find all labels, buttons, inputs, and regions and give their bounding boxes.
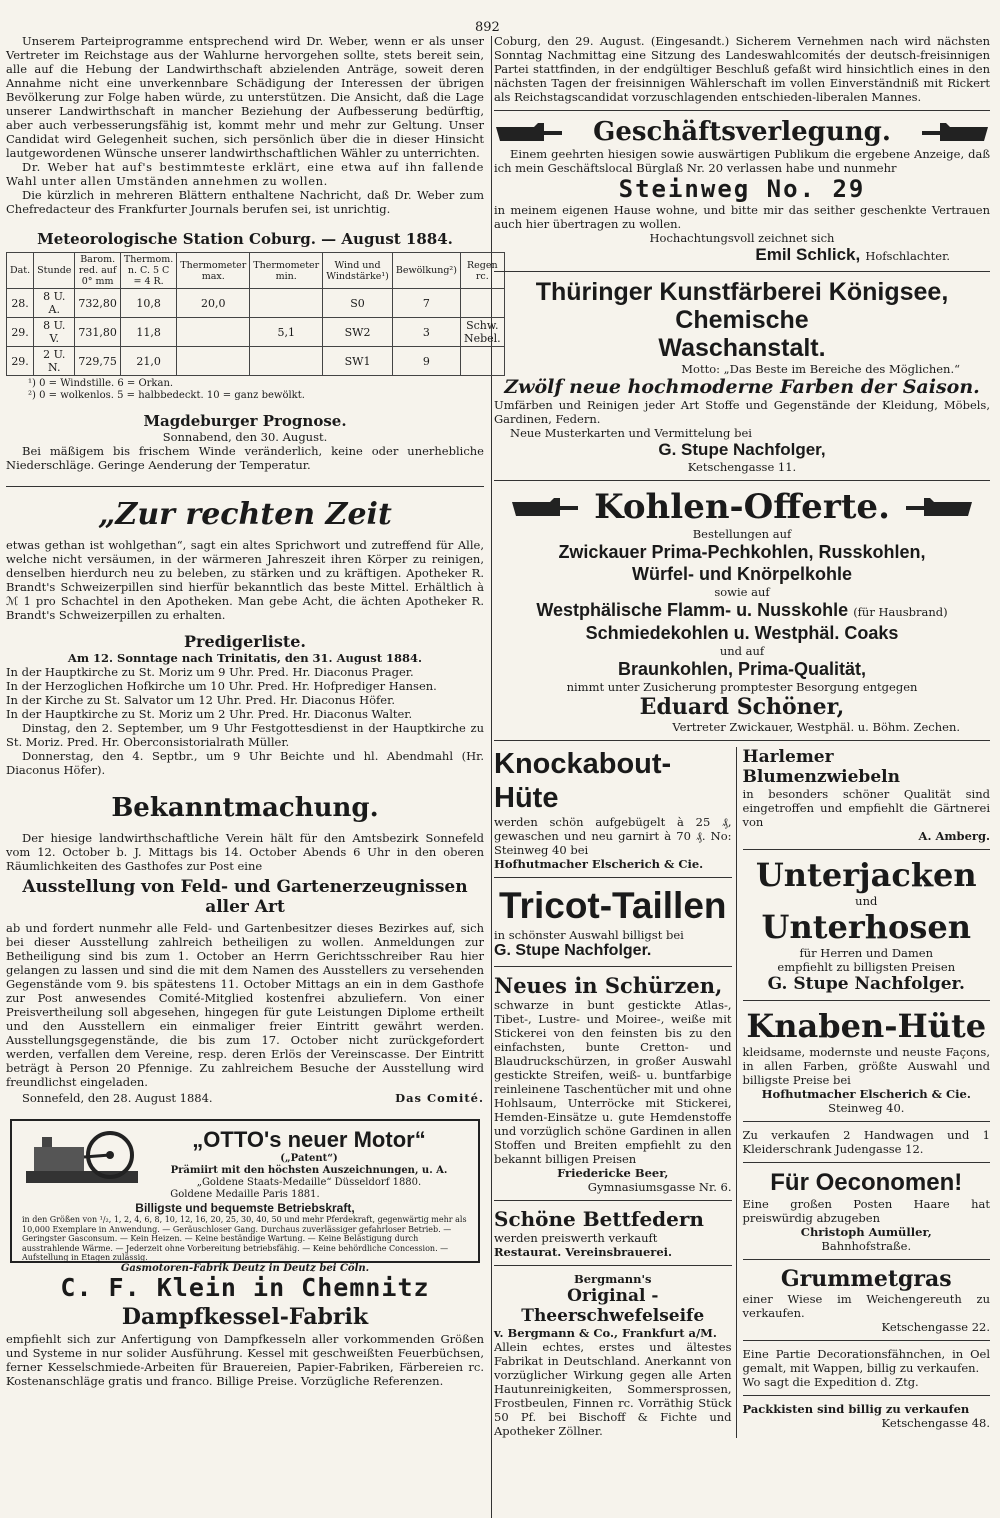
divider bbox=[6, 486, 484, 487]
meteo-cell: S0 bbox=[323, 289, 393, 318]
meteo-col-header: Barom. red. auf 0° mm bbox=[75, 253, 121, 289]
meteo-cell bbox=[177, 347, 250, 376]
ko-line-note: (für Hausbrand) bbox=[853, 605, 948, 619]
uj-title: Unterjacken bbox=[755, 856, 977, 894]
gv-header bbox=[494, 117, 990, 147]
ko-line: Würfel- und Knörpelkohle bbox=[632, 564, 852, 584]
meteo-cell: 28. bbox=[7, 289, 34, 318]
fo-title: Für Oeconomen! bbox=[770, 1169, 963, 1196]
gv-name: Emil Schlick, bbox=[755, 245, 861, 264]
list-item: In der Hauptkirche zu St. Moriz um 2 Uhr. Pred. Hr. Diaconus Walter. bbox=[6, 707, 413, 721]
ko-name: Eduard Schöner, bbox=[639, 694, 845, 720]
meteo-col-header: Stunde bbox=[34, 253, 75, 289]
ko-line: nimmt unter Zusicherung promptester Besorgung entgegen bbox=[566, 680, 918, 694]
hw-text: Zu verkaufen 2 Handwagen und 1 Kleiderschrank Judengasse 12. bbox=[742, 1128, 990, 1156]
meteo-cell: 5,1 bbox=[250, 318, 323, 347]
gv-text: in meinem eigenen Hause wohne, und bitte mir das seither geschenkte Vertrauen auch hier übertragen zu wollen. bbox=[494, 203, 990, 231]
fo-firm: Christoph Aumüller, bbox=[800, 1225, 932, 1239]
meteo-col-header: Dat. bbox=[7, 253, 34, 289]
otto-line: Billigste und bequemste Betriebskraft, bbox=[135, 1201, 355, 1215]
bek-title: Bekanntmachung. bbox=[111, 793, 379, 823]
meteo-cell: Schw. Nebel. bbox=[460, 318, 504, 347]
pointing-hand-icon bbox=[510, 496, 580, 518]
tk-firm: G. Stupe Nachfolger, bbox=[658, 440, 826, 459]
party-program-text: Unserem Parteiprogramme entsprechend wird Dr. Weber, wenn er als unser Vertreter im Reichstage aus der Wahlurne hervorgehen sollte, stets bereit sein, alle auf die Hebung der Landwirthschaft abzielenden Anträge, soweit deren Annahme nicht eine unverkennbare Schädigung der Interessen der übrigen Bevölkerung zur Folge haben würde, zu unterstützen. Die Ansicht, daß die Lage unserer Landwirthschaft in mancher Beziehung der Aufbesserung bedürftig, aber auch verbesserungsfähig ist, kommt mehr und mehr zur Geltung. Unser Candidat wird Gelegenheit suchen, sich persönlich über die in dieser Hinsicht lautgewordenen Wünsche unserer landwirthschaftlichen Wähler zu unterrichten. bbox=[6, 34, 484, 160]
kn-title: Knaben-Hüte bbox=[746, 1007, 987, 1045]
meteo-cell bbox=[250, 289, 323, 318]
gv-title: Geschäftsverlegung. bbox=[593, 117, 891, 147]
prognose-date: Sonnabend, den 30. August. bbox=[162, 430, 328, 444]
bg-firm: v. Bergmann & Co., Frankfurt a/M. bbox=[494, 1326, 717, 1340]
tt-firm: G. Stupe Nachfolger. bbox=[494, 942, 652, 959]
pointing-hand-icon bbox=[920, 121, 990, 143]
meteo-cell: 29. bbox=[7, 318, 34, 347]
ko-line bbox=[494, 599, 990, 622]
sb-firm: Restaurat. Vereinsbrauerei. bbox=[494, 1245, 673, 1259]
meteo-col-header: Thermom. n. C. 5 C = 4 R. bbox=[120, 253, 176, 289]
ns-firm: Friedericke Beer, bbox=[557, 1166, 669, 1180]
gv-signature bbox=[494, 245, 990, 265]
weber-statement: Dr. Weber hat auf's bestimmteste erklärt, eine etwa auf ihn fallende Wahl unter allen Umständen annehmen zu wollen. bbox=[6, 160, 484, 188]
bg-text: Allein echtes, erstes und ältestes Fabrikat in Deutschland. Anerkannt von vorzüglicher Wirkung gegen alle Arten Hautunreinigkeiten, Sommersprossen, Frostbeulen, Finnen rc. Vorräthig Stück 50 Pf. bei Bischoff & Fichte und Apotheker Zöllner. bbox=[494, 1340, 732, 1438]
tk-motto: Motto: „Das Beste im Bereiche des Möglichen.“ bbox=[681, 362, 960, 376]
meteo-col-header: Wind und Windstärke¹) bbox=[323, 253, 393, 289]
gm-address: Ketschengasse 22. bbox=[881, 1320, 990, 1334]
coburg-text: Coburg, den 29. August. (Eingesandt.) Sicherem Vernehmen nach wird nächsten Sonntag Nachmittag eine Sitzung des Landeswahlcomités der deutsch-freisinnigen Partei stattfinden, in der endgültiger Beschluß gefaßt wird hinsichtlich eines in den nächsten Tagen der freisinnigen Wählerschaft im vollen Einverständniß mit Rickert als Reichstagscandidat vorzuschlagenden entschieden-liberalen Mannes. bbox=[494, 34, 990, 104]
otto-text: in den Größen von ¹/₂, 1, 2, 4, 6, 8, 10, 12, 16, 20, 25, 30, 40, 50 und mehr Pferdekraft, gegenwärtig mehr als 10,000 Exemplare in Anwendung. — Geräuschloser Gang. Durchaus zuverlässiger gefahrloser Betrieb. — Geringster Gasconsum. — Kein Heizen. — Keine beständige Wartung. — Keine Belästigung durch ausstrahlende Wärme. — Jederzeit ohne Vorbereitung betriebsfähig. — Keine behördliche Concession. — Aufstellung in Etagen zulässig. bbox=[22, 1215, 467, 1262]
sb-title: Schöne Bettfedern bbox=[494, 1207, 704, 1231]
divider bbox=[743, 1340, 990, 1341]
gv-greeting: Hochachtungsvoll zeichnet sich bbox=[649, 231, 835, 245]
divider bbox=[494, 110, 990, 111]
ko-line: Schmiedekohlen u. Westphäl. Coaks bbox=[585, 623, 899, 643]
otto-title: „OTTO's neuer Motor“ bbox=[192, 1127, 426, 1152]
table-row bbox=[7, 318, 505, 347]
tk-title-2: Waschanstalt. bbox=[658, 334, 826, 362]
divider bbox=[494, 877, 732, 878]
meteo-cell: 8 U. A. bbox=[34, 289, 75, 318]
pointing-hand-icon bbox=[904, 496, 974, 518]
tt-title: Tricot-Taillen bbox=[499, 885, 727, 926]
list-item: In der Herzoglichen Hofkirche um 10 Uhr. Pred. Hr. Hofprediger Hansen. bbox=[6, 679, 437, 693]
meteo-cell: SW1 bbox=[323, 347, 393, 376]
hb-firm: A. Amberg. bbox=[918, 829, 990, 843]
gv-text: Einem geehrten hiesigen sowie auswärtigen Publikum die ergebene Anzeige, daß ich mein Geschäftslocal Bürglaß Nr. 20 verlassen habe und nunmehr bbox=[494, 147, 990, 175]
ko-line: sowie auf bbox=[714, 585, 770, 599]
kh-text: werden schön aufgebügelt à 25 ₰, gewaschen und neu garnirt à 70 ₰. No: Steinweg 40 bei bbox=[494, 815, 732, 857]
ko-title: Kohlen-Offerte. bbox=[594, 487, 890, 527]
bek-headline: Ausstellung von Feld- und Gartenerzeugnissen aller Art bbox=[22, 877, 468, 917]
meteo-col-header: Thermometer max. bbox=[177, 253, 250, 289]
table-row bbox=[7, 289, 505, 318]
meteo-note: ¹) 0 = Windstille. 6 = Orkan. bbox=[28, 378, 174, 389]
meteo-cell: 9 bbox=[392, 347, 460, 376]
tk-title: Thüringer Kunstfärberei Königsee, Chemische bbox=[535, 278, 949, 334]
small-ads-left bbox=[494, 747, 737, 1438]
tk-text: Neue Musterkarten und Vermittelung bei bbox=[510, 426, 752, 440]
zeit-text: etwas gethan ist wohlgethan“, sagt ein altes Sprichwort und zutreffend für Alle, welche nicht versäumen, in der wärmeren Jahreszeit ihren Körper zu reinigen, denselben hierdurch neu zu beleben, zu stärken und zu kräftigen. Apotheker R. Brandt's Schweizerpillen sind hierfür bekanntlich das beste Mittel. Erhältlich à ℳ 1 pro Schachtel in den Apotheken. Man gebe Acht, die ächten Apotheker R. Brandt's Schweizerpillen zu erhalten. bbox=[6, 538, 484, 622]
fo-text: Eine großen Posten Haare hat preiswürdig abzugeben bbox=[742, 1197, 990, 1225]
uh-firm: G. Stupe Nachfolger. bbox=[767, 974, 965, 994]
zeit-title: „Zur rechten Zeit bbox=[98, 497, 392, 532]
divider bbox=[494, 1200, 732, 1201]
kh-firm: Hofhutmacher Elscherich & Cie. bbox=[494, 857, 704, 871]
bek-sign: Das Comité. bbox=[395, 1091, 484, 1105]
ko-header bbox=[494, 487, 990, 527]
dw-text: Eine Partie Decorationsfähnchen, in Oel gemalt, mit Wappen, billig zu verkaufen. bbox=[742, 1347, 990, 1375]
bek-text: ab und fordert nunmehr alle Feld- und Gartenbesitzer dieses Bezirkes auf, sich bei dieser Ausstellung zahlreich betheiligen zu wollen. Anmeldungen zur Betheiligung sind bis zum 1. October an Herrn Gerichtsschreiber Rau hier gelangen zu lassen und sind die mit dem Namen des Ausstellers zu versehenden Gegenstände vom 9. bis spätestens 11. October Mittags an ein in dem Gasthofe zur Post anwesendes Comité-Mitglied kostenfrei abzuliefern. Von einer Preisvertheilung soll abgesehen, hingegen für gute Leistungen Diplome ertheilt und den Ausstellern ein einmaliger freier Eintritt gewährt werden. Ausstellungsgegenstände, die bis zum 17. October nicht zurückgefordert werden, verfallen dem Vereine, resp. deren Erlös der Vereinscasse. Der Eintritt beträgt à Person 20 Pfennige. Zu zahlreichem Besuche der Ausstellung wird freundlichst eingeladen. bbox=[6, 921, 484, 1089]
dw-text-2: Wo sagt die Expedition d. Ztg. bbox=[742, 1375, 919, 1389]
ko-line: Braunkohlen, Prima-Qualität, bbox=[617, 659, 867, 679]
prognose-title: Magdeburger Prognose. bbox=[143, 412, 347, 430]
predigt-title: Predigerliste. bbox=[183, 632, 306, 651]
kn-text: kleidsame, modernste und neuste Façons, in allen Farben, größte Auswahl und billigste Preise bei bbox=[742, 1045, 990, 1087]
divider bbox=[494, 740, 990, 741]
kh-title: Knockabout-Hüte bbox=[494, 748, 672, 814]
klein-text: empfiehlt sich zur Anfertigung von Dampfkesseln aller vorkommenden Größen und Systeme in nur solider Ausführung. Kessel mit geschweißten Feuerbüchsen, ferner Kesselschmiede-Arbeiten für Brauereien, Papier-Fabriken, Färbereien rc. Kostenanschläge gratis und franco. Billige Preise. Vorzügliche Referenzen. bbox=[6, 1332, 484, 1388]
divider bbox=[743, 1000, 990, 1001]
bek-sign-date: Sonnefeld, den 28. August 1884. bbox=[22, 1091, 213, 1105]
meteo-cell: 10,8 bbox=[120, 289, 176, 318]
list-item: Dinstag, den 2. September, um 9 Uhr Festgottesdienst in der Hauptkirche zu St. Moriz. Pred. Hr. Oberconsistorialrath Müller. bbox=[6, 721, 484, 749]
divider bbox=[743, 1121, 990, 1122]
ns-text: schwarze in bunt gestickte Atlas-, Tibet-, Lustre- und Moiree-, weiße mit Stickerei von den feinsten bis zu den einfachsten, bunte Cretton- und Blaudruckschürzen, in großer Auswahl gestickte Streifen, weiß- u. buntfarbige reinleinene Taschentücher mit und ohne Hohlsaum, Unterröcke mit Stickerei, Hemden-Einsätze u. gute Hemdenstoffe und vorzüglich schöne Gardinen in allen Stoffen und Breiten empfiehlt zu den bekannt billigen Preisen bbox=[494, 998, 732, 1166]
gm-text: einer Wiese im Weichengereuth zu verkaufen. bbox=[742, 1292, 990, 1320]
meteo-cell: 729,75 bbox=[75, 347, 121, 376]
list-item: Donnerstag, den 4. Septbr., um 9 Uhr Beichte und hl. Abendmahl (Hr. Diaconus Höfer). bbox=[6, 749, 484, 777]
meteo-cell: 21,0 bbox=[120, 347, 176, 376]
kn-address: Steinweg 40. bbox=[828, 1101, 905, 1115]
ns-title: Neues in Schürzen, bbox=[494, 973, 723, 998]
engine-illustration bbox=[22, 1127, 142, 1189]
meteo-cell: 11,8 bbox=[120, 318, 176, 347]
page-number: 892 bbox=[475, 20, 500, 35]
bek-signature bbox=[6, 1091, 484, 1105]
prognose-text: Bei mäßigem bis frischem Winde veränderlich, keine oder unerhebliche Niederschläge. Geringe Aenderung der Temperatur. bbox=[6, 444, 484, 472]
meteo-cell: 2 U. N. bbox=[34, 347, 75, 376]
list-item: In der Kirche zu St. Salvator um 12 Uhr. Pred. Hr. Diaconus Höfer. bbox=[6, 693, 395, 707]
hb-title: Harlemer Blumenzwiebeln bbox=[742, 747, 900, 787]
gv-address: Steinweg No. 29 bbox=[618, 175, 866, 203]
meteo-cell bbox=[177, 318, 250, 347]
right-column bbox=[494, 34, 990, 1438]
meteo-table bbox=[6, 252, 505, 376]
uh-text-2: empfiehlt zu billigsten Preisen bbox=[777, 960, 956, 974]
divider bbox=[494, 1265, 732, 1266]
tt-text: in schönster Auswahl billigst bei bbox=[494, 928, 684, 942]
uh-title: Unterhosen bbox=[761, 908, 971, 946]
divider bbox=[743, 1162, 990, 1163]
left-column bbox=[6, 34, 501, 1388]
otto-firm: Gasmotoren-Fabrik Deutz in Deutz bei Cöln. bbox=[120, 1262, 370, 1274]
divider bbox=[494, 271, 990, 272]
meteo-col-header: Regen rc. bbox=[460, 253, 504, 289]
bg-firm-top: Bergmann's bbox=[574, 1272, 652, 1286]
uj-und: und bbox=[855, 894, 878, 908]
klein-title: C. F. Klein in Chemnitz bbox=[60, 1273, 430, 1302]
weber-correction: Die kürzlich in mehreren Blättern enthaltene Nachricht, daß Dr. Weber zum Chefredacteur des Frankfurter Journals berufen sei, ist unrichtig. bbox=[6, 188, 484, 216]
hb-text: in besonders schöner Qualität sind eingetroffen und empfiehlt die Gärtnerei von bbox=[742, 787, 990, 829]
pk-text: Packkisten sind billig zu verkaufen bbox=[742, 1402, 970, 1416]
divider bbox=[743, 1259, 990, 1260]
predigt-sub: Am 12. Sonntage nach Trinitatis, den 31. August 1884. bbox=[67, 651, 423, 665]
divider bbox=[494, 480, 990, 481]
pointing-hand-icon bbox=[494, 121, 564, 143]
ko-sub: Vertreter Zwickauer, Westphäl. u. Böhm. Zechen. bbox=[672, 720, 960, 734]
divider bbox=[494, 966, 732, 967]
meteo-cell: 3 bbox=[392, 318, 460, 347]
ko-line: Bestellungen auf bbox=[692, 527, 792, 541]
divider bbox=[743, 1395, 990, 1396]
otto-line: Goldene Medaille Paris 1881. bbox=[170, 1189, 320, 1200]
sb-text: werden preiswerth verkauft bbox=[494, 1231, 658, 1245]
bg-title: Original - Theerschwefelseife bbox=[521, 1286, 705, 1326]
ko-line: Zwickauer Prima-Pechkohlen, Russkohlen, bbox=[558, 542, 926, 562]
ko-line-main: Westphälische Flamm- u. Nusskohle bbox=[536, 600, 849, 620]
meteo-cell bbox=[250, 347, 323, 376]
bek-text: Der hiesige landwirthschaftliche Verein hält für den Amtsbezirk Sonnefeld vom 12. October b. J. Mittags bis 14. October Abends 6 Uhr in den oberen Räumlichkeiten des Gasthofes zur Post eine bbox=[6, 831, 484, 873]
uh-text: für Herren und Damen bbox=[799, 946, 934, 960]
tk-text: Umfärben und Reinigen jeder Art Stoffe und Gegenstände der Kleidung, Möbels, Gardinen, Federn. bbox=[494, 398, 990, 426]
small-ads-right bbox=[743, 747, 990, 1438]
meteo-cell: 29. bbox=[7, 347, 34, 376]
meteo-cell: 7 bbox=[392, 289, 460, 318]
gv-trade: Hofschlachter. bbox=[865, 249, 950, 263]
meteo-cell: 732,80 bbox=[75, 289, 121, 318]
divider bbox=[743, 849, 990, 850]
meteo-cell: 20,0 bbox=[177, 289, 250, 318]
otto-ad bbox=[10, 1119, 480, 1274]
kn-firm: Hofhutmacher Elscherich & Cie. bbox=[761, 1087, 971, 1101]
small-ads bbox=[494, 747, 990, 1438]
ko-line: und auf bbox=[719, 644, 765, 658]
gm-title: Grummetgras bbox=[780, 1266, 952, 1292]
pk-address: Ketschengasse 48. bbox=[881, 1416, 990, 1430]
otto-line: Prämiirt mit den höchsten Auszeichnungen, u. A. bbox=[170, 1165, 448, 1176]
table-row bbox=[7, 347, 505, 376]
meteo-cell: 731,80 bbox=[75, 318, 121, 347]
meteo-note: ²) 0 = wolkenlos. 5 = halbbedeckt. 10 = ganz bewölkt. bbox=[28, 390, 305, 401]
meteo-col-header: Bewölkung²) bbox=[392, 253, 460, 289]
fo-address: Bahnhofstraße. bbox=[821, 1239, 912, 1253]
list-item: In der Hauptkirche zu St. Moriz um 9 Uhr. Pred. Hr. Diaconus Prager. bbox=[6, 665, 414, 679]
tk-headline: Zwölf neue hochmoderne Farben der Saison. bbox=[504, 376, 980, 398]
otto-line: „Goldene Staats-Medaille“ Düsseldorf 1880. bbox=[196, 1177, 422, 1188]
meteo-col-header: Thermometer min. bbox=[250, 253, 323, 289]
otto-patent: („Patent“) bbox=[280, 1153, 338, 1164]
meteo-header-row bbox=[7, 253, 505, 289]
meteo-cell: 8 U. V. bbox=[34, 318, 75, 347]
klein-sub: Dampfkessel-Fabrik bbox=[121, 1304, 369, 1330]
meteo-title: Meteorologische Station Coburg. — August 1884. bbox=[37, 230, 453, 248]
tk-address: Ketschengasse 11. bbox=[687, 460, 797, 474]
ns-address: Gymnasiumsgasse Nr. 6. bbox=[587, 1180, 732, 1194]
meteo-cell: SW2 bbox=[323, 318, 393, 347]
